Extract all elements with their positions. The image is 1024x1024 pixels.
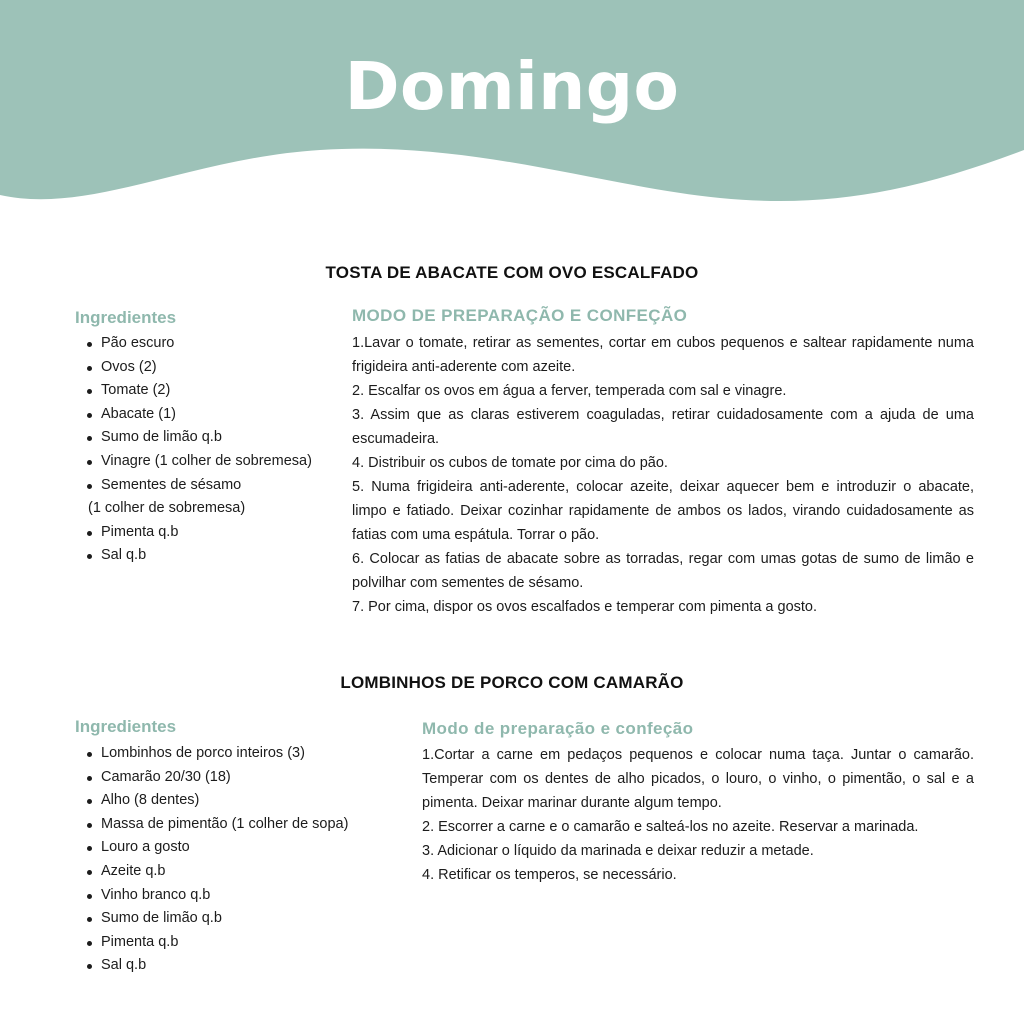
ingredient-item: Pão escuro <box>75 332 312 356</box>
ingredient-item: Vinho branco q.b <box>75 884 348 908</box>
recipe2-prep-steps <box>422 743 974 887</box>
prep-step: 4. Distribuir os cubos de tomate por cima do pão. <box>352 455 668 471</box>
ingredient-item: Sementes de sésamo <box>75 474 312 498</box>
prep-step: 7. Por cima, dispor os ovos escalfados e temperar com pimenta a gosto. <box>352 599 818 615</box>
prep-step: 5. Numa frigideira anti-aderente, colocar azeite, deixar aquecer bem e introduzir o abacate, limpo e fatiado. Deixar cozinhar rapidamente de ambos os lados, virando cuidadosamente as fatias com uma espátula. Torrar o pão. <box>352 479 974 543</box>
prep-step: 4. Retificar os temperos, se necessário. <box>422 867 677 883</box>
recipe1-prep-heading: MODO DE PREPARAÇÃO E CONFEÇÃO <box>352 306 688 325</box>
recipe2-ingredients-list <box>75 742 348 978</box>
ingredient-item: Pimenta q.b <box>75 931 348 955</box>
recipe1-title: TOSTA DE ABACATE COM OVO ESCALFADO <box>325 263 699 282</box>
ingredient-item: Camarão 20/30 (18) <box>75 766 348 790</box>
ingredient-item: Sumo de limão q.b <box>75 907 348 931</box>
ingredient-item: Azeite q.b <box>75 860 348 884</box>
recipe1-ingredients-heading: Ingredientes <box>75 308 177 327</box>
ingredient-item-continuation: (1 colher de sobremesa) <box>88 500 246 517</box>
ingredient-item: Pimenta q.b <box>75 521 312 545</box>
prep-step: 3. Adicionar o líquido da marinada e deixar reduzir a metade. <box>422 843 814 859</box>
ingredient-item: Sal q.b <box>75 544 312 568</box>
recipe1-prep-steps <box>352 331 974 619</box>
recipe1-ingredients-list <box>75 332 312 568</box>
page-title: Domingo <box>344 48 680 125</box>
prep-step: 6. Colocar as fatias de abacate sobre as torradas, regar com umas gotas de sumo de limão e polvilhar com sementes de sésamo. <box>352 551 974 591</box>
ingredient-item: Sumo de limão q.b <box>75 426 312 450</box>
recipe2-prep-heading: Modo de preparação e confeção <box>422 719 694 738</box>
recipe2-title: LOMBINHOS DE PORCO COM CAMARÃO <box>340 673 684 692</box>
ingredient-item: Alho (8 dentes) <box>75 789 348 813</box>
ingredient-item: Abacate (1) <box>75 403 312 427</box>
prep-step: 2. Escalfar os ovos em água a ferver, temperada com sal e vinagre. <box>352 383 787 399</box>
ingredient-item: Sal q.b <box>75 954 348 978</box>
ingredient-item: Tomate (2) <box>75 379 312 403</box>
prep-step: 3. Assim que as claras estiverem coaguladas, retirar cuidadosamente com a ajuda de uma escumadeira. <box>352 407 974 447</box>
ingredient-item: Lombinhos de porco inteiros (3) <box>75 742 348 766</box>
prep-step: 1.Lavar o tomate, retirar as sementes, cortar em cubos pequenos e saltear rapidamente numa frigideira anti-aderente com azeite. <box>352 335 974 375</box>
recipe2-ingredients-heading: Ingredientes <box>75 717 177 736</box>
ingredient-item: Vinagre (1 colher de sobremesa) <box>75 450 312 474</box>
ingredient-item: Massa de pimentão (1 colher de sopa) <box>75 813 348 837</box>
ingredient-item: Louro a gosto <box>75 836 348 860</box>
prep-step: 2. Escorrer a carne e o camarão e salteá-los no azeite. Reservar a marinada. <box>422 819 919 835</box>
prep-step: 1.Cortar a carne em pedaços pequenos e colocar numa taça. Juntar o camarão. Temperar com os dentes de alho picados, o louro, o vinho, o pimentão, o sal e a pimenta. Deixar marinar durante algum tempo. <box>422 747 974 811</box>
ingredient-item: Ovos (2) <box>75 356 312 380</box>
